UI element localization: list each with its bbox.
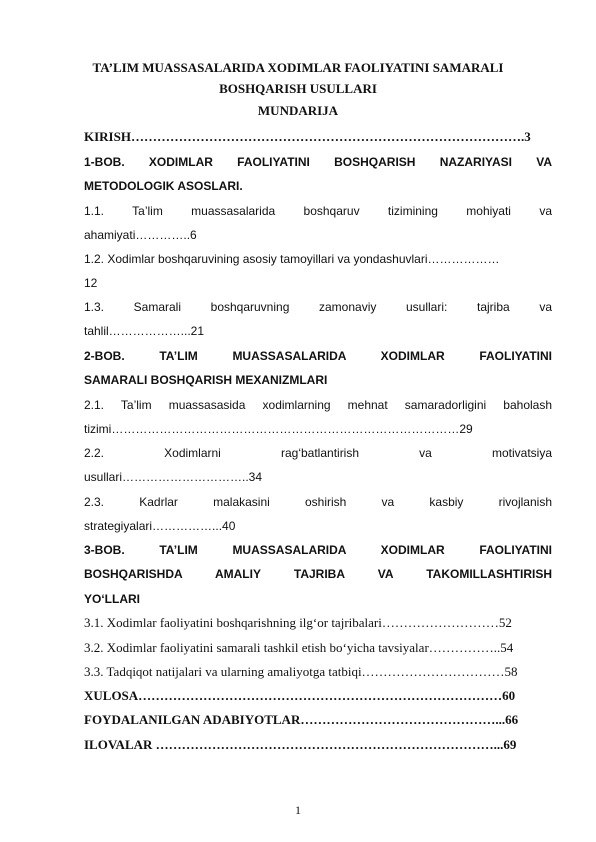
toc-chapter-2-line-2: SAMARALI BOSHQARISH MEXANIZMLARI	[84, 373, 328, 387]
document-title-line-1: TA’LIM MUASSASALARIDA XODIMLAR FAOLIYATINI SAMARALI	[92, 60, 504, 75]
toc-section-1-2-line-2: 12	[84, 276, 98, 290]
toc-chapter-1-line-2: METODOLOGIK ASOSLARI.	[84, 179, 243, 193]
toc-section-3-2: 3.2. Xodimlar faoliyatini samarali tashkil etish bo‘yicha tavsiyalar……………..54	[84, 640, 514, 655]
toc-section-2-2-line-1: 2.2. Xodimlarni rag‘batlantirish va motivatsiya	[84, 446, 552, 460]
toc-chapter-3-line-3: YO‘LLARI	[84, 592, 140, 606]
toc-section-1-1-line-2: ahamiyati…………..6	[84, 228, 197, 242]
toc-section-1-3-line-2: tahlil………………...21	[84, 324, 205, 338]
toc-section-1-2-line-1: 1.2. Xodimlar boshqaruvining asosiy tamoyillari va yondashuvlari………………	[84, 252, 500, 266]
toc-section-1-1-line-1: 1.1. Ta’lim muassasalarida boshqaruv tizimining mohiyati va	[84, 204, 552, 218]
toc-section-2-1-line-2: tizimi……………………………………………………………………………29	[84, 422, 473, 436]
contents-heading: MUNDARIJA	[257, 103, 339, 118]
document-title-line-2: BOSHQARISH USULLARI	[219, 81, 377, 96]
toc-section-3-3: 3.3. Tadqiqot natijalari va ularning amaliyotga tatbiqi……………………………58	[84, 664, 518, 679]
toc-entry-appendices: ILOVALAR ……………………………………………………………………...69	[84, 737, 517, 752]
toc-chapter-3-line-1: 3-BOB. TA’LIM MUASSASALARIDA XODIMLAR FAOLIYATINI	[84, 543, 552, 557]
toc-chapter-1-line-1: 1-BOB. XODIMLAR FAOLIYATINI BOSHQARISH NAZARIYASI VA	[84, 155, 552, 169]
toc-section-1-3-line-1: 1.3. Samarali boshqaruvning zamonaviy usullari: tajriba va	[84, 300, 552, 314]
toc-entry-references: FOYDALANILGAN ADABIYOTLAR………………………………………...66	[84, 712, 519, 727]
toc-chapter-2-line-1: 2-BOB. TA’LIM MUASSASALARIDA XODIMLAR FAOLIYATINI	[84, 349, 552, 363]
page-number: 1	[295, 803, 301, 817]
toc-entry-conclusion: XULOSA…………………………………………………………………………60	[84, 688, 516, 703]
toc-section-2-2-line-2: usullari…………………………..34	[84, 470, 263, 484]
toc-section-2-1-line-1: 2.1. Ta’lim muassasasida xodimlarning mehnat samaradorligini baholash	[84, 398, 552, 412]
toc-chapter-3-line-2: BOSHQARISHDA AMALIY TAJRIBA VA TAKOMILLASHTIRISH	[84, 567, 552, 581]
toc-section-2-3-line-2: strategiyalari……………...40	[84, 519, 236, 533]
toc-entry-introduction: KIRISH……………………………………………………………………………….3	[84, 129, 531, 144]
toc-section-2-3-line-1: 2.3. Kadrlar malakasini oshirish va kasbiy rivojlanish	[84, 495, 552, 509]
toc-section-3-1: 3.1. Xodimlar faoliyatini boshqarishning ilg‘or tajribalari………………………52	[84, 615, 512, 630]
